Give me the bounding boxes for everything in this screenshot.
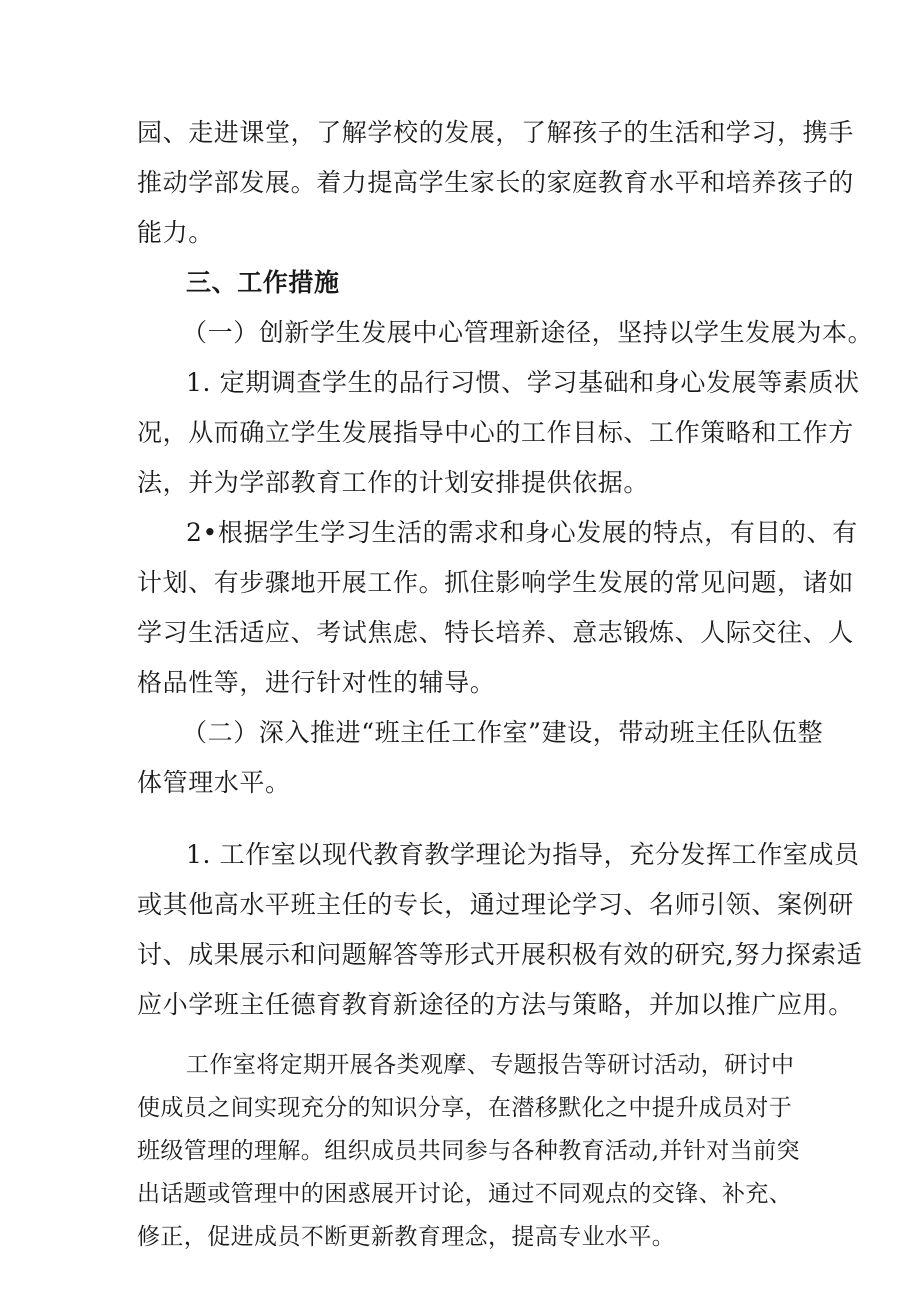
section-heading: 三、工作措施 <box>186 268 340 297</box>
paragraph-line: 2•根据学生学习生活的需求和身心发展的特点，有目的、有 <box>186 518 858 547</box>
subsection-title: （二）深入推进“班主任工作室”建设，带动班主任队伍整 <box>182 718 824 747</box>
paragraph-line: 或其他高水平班主任的专长，通过理论学习、名师引领、案例研 <box>137 890 854 919</box>
paragraph-line: 班级管理的理解。组织成员共同参与各种教育活动,并针对当前突 <box>137 1138 800 1164</box>
paragraph-line: 出话题或管理中的困惑展开讨论，通过不同观点的交锋、补充、 <box>137 1181 793 1207</box>
paragraph-line: 计划、有步骤地开展工作。抓住影响学生发展的常见问题，诸如 <box>137 568 854 597</box>
paragraph-line: 讨、成果展示和问题解答等形式开展积极有效的研究,努力探索适 <box>137 940 863 969</box>
paragraph-line: 况，从而确立学生发展指导中心的工作目标、工作策略和工作方 <box>137 418 854 447</box>
paragraph-line: 修正，促进成员不断更新教育理念，提高专业水平。 <box>137 1224 676 1250</box>
paragraph-line: 学习生活适应、考试焦虑、特长培养、意志锻炼、人际交往、人 <box>137 618 854 647</box>
subsection-title: （一）创新学生发展中心管理新途径，坚持以学生发展为本。 <box>182 318 874 347</box>
text-line: 能力。 <box>137 218 214 247</box>
paragraph-line: 工作室将定期开展各类观摩、专题报告等研讨活动，研讨中 <box>186 1052 795 1078</box>
paragraph-line: 1. 定期调查学生的品行习惯、学习基础和身心发展等素质状 <box>186 368 860 397</box>
paragraph-line: 使成员之间实现充分的知识分享，在潜移默化之中提升成员对于 <box>137 1095 793 1121</box>
paragraph-line: 法，并为学部教育工作的计划安排提供依据。 <box>137 468 650 497</box>
text-line: 园、走进课堂，了解学校的发展，了解孩子的生活和学习，携手 <box>137 118 854 147</box>
subsection-title: 体管理水平。 <box>137 768 291 797</box>
paragraph-line: 格品性等，进行针对性的辅导。 <box>137 668 496 697</box>
paragraph-line: 应小学班主任德育教育新途径的方法与策略，并加以推广应用。 <box>137 990 854 1019</box>
text-line: 推动学部发展。着力提高学生家长的家庭教育水平和培养孩子的 <box>137 168 854 197</box>
paragraph-line: 1. 工作室以现代教育教学理论为指导，充分发挥工作室成员 <box>186 840 860 869</box>
